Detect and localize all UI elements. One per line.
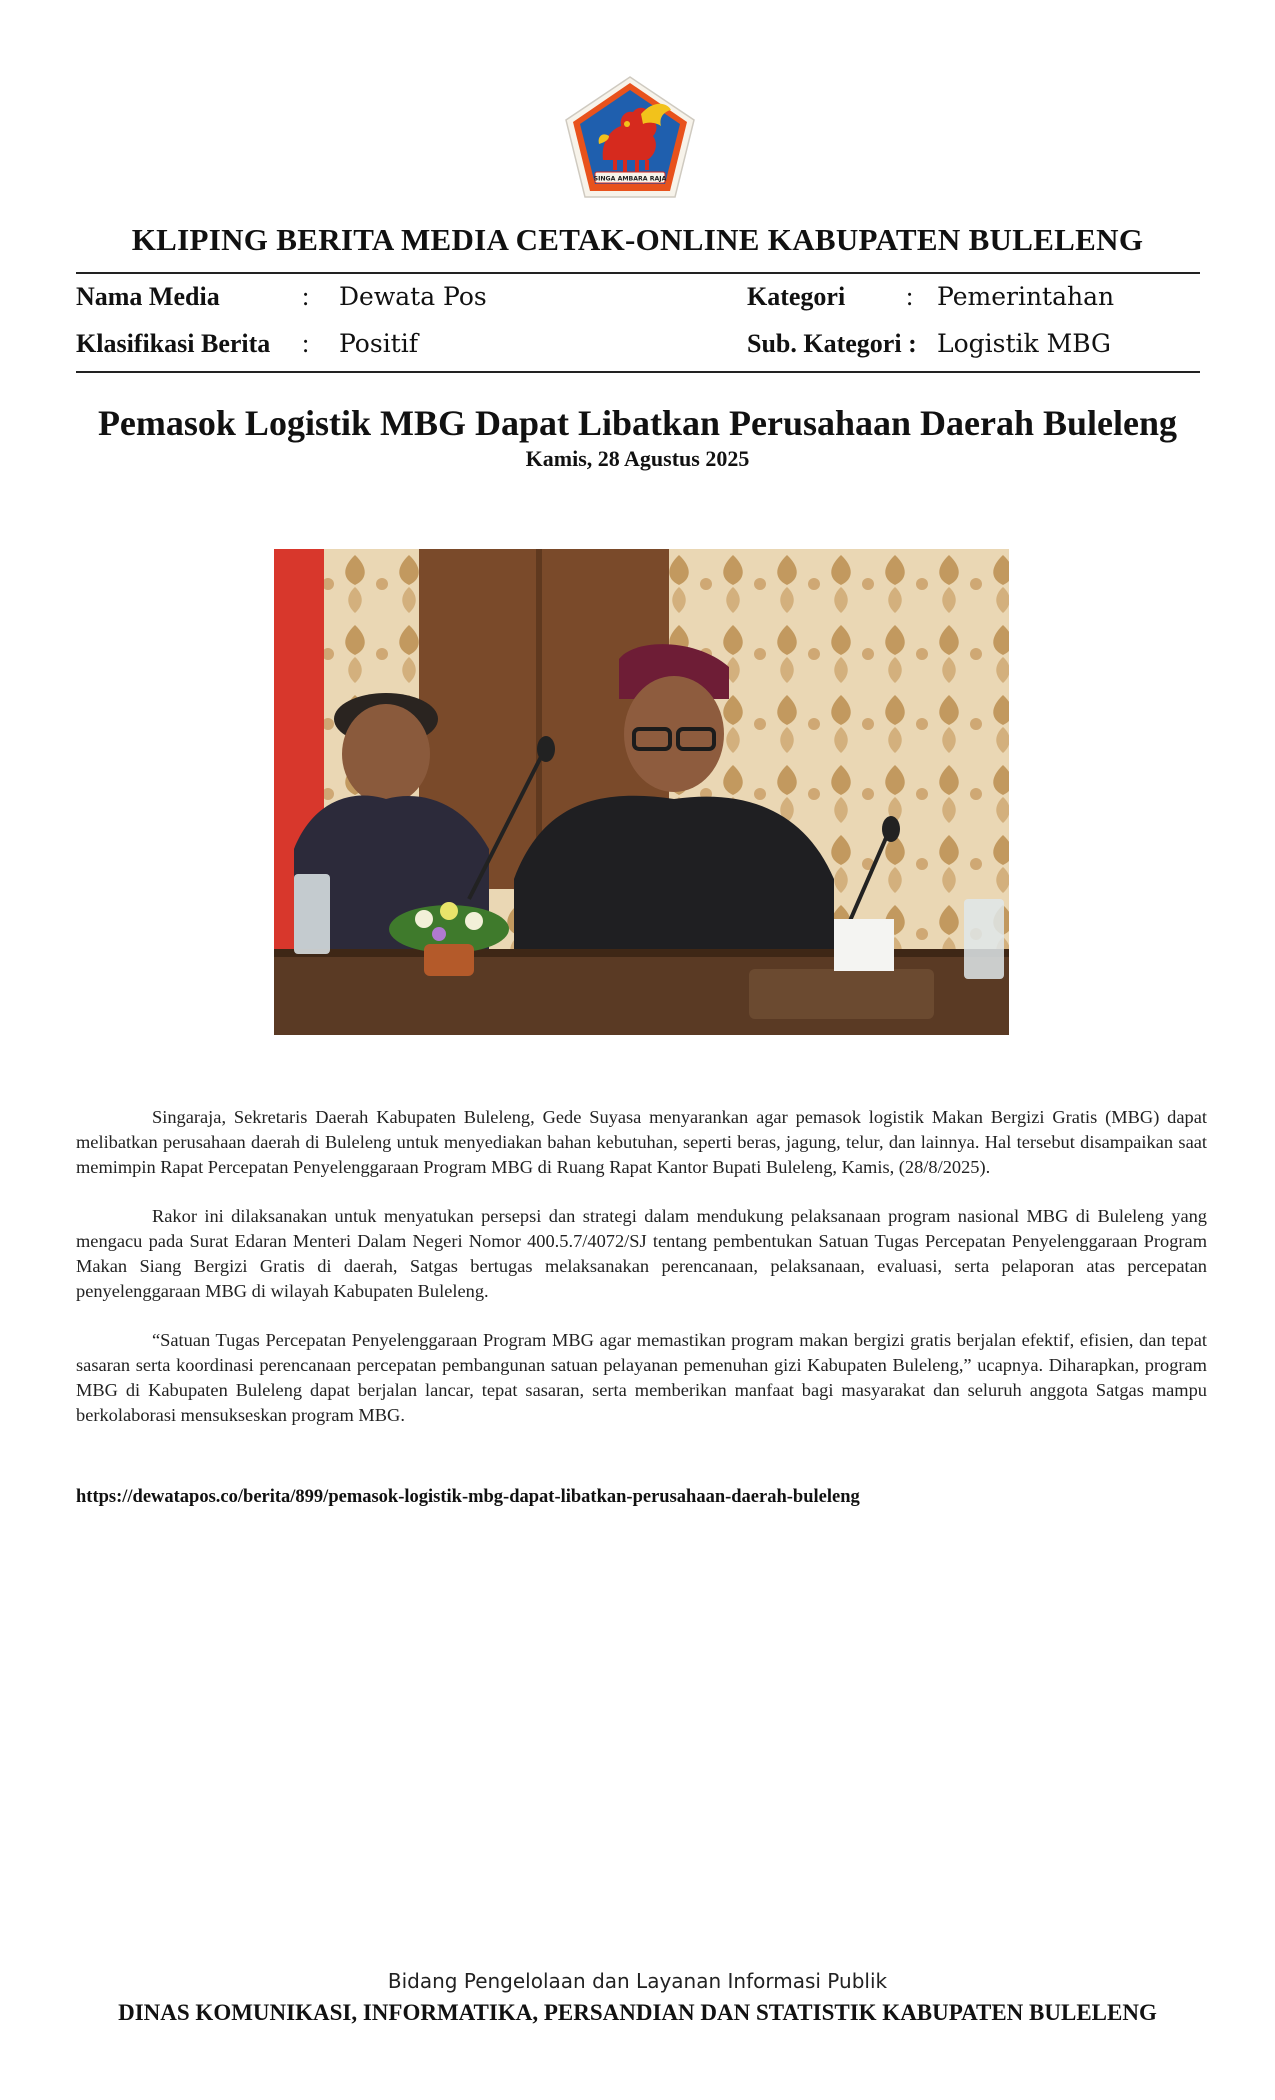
- article-title: Pemasok Logistik MBG Dapat Libatkan Perusahaan Daerah Buleleng: [97, 403, 1178, 443]
- klasifikasi-colon: :: [302, 329, 310, 358]
- media-value: Dewata Pos: [339, 282, 487, 311]
- media-label: Nama Media: [76, 282, 220, 311]
- article-body: [76, 1105, 1207, 1452]
- footer-division-name: Bidang Pengelolaan dan Layanan Informasi Publik: [387, 1969, 888, 1993]
- kategori-colon: :: [906, 282, 914, 311]
- singa-ambara-raja-emblem-icon: [563, 74, 697, 200]
- header-divider-top: [76, 272, 1200, 274]
- article-paragraph: “Satuan Tugas Percepatan Penyelenggaraan Program MBG agar memastikan program makan bergizi gratis berjalan efektif, efisien, dan tepat sasaran serta koordinasi perencanaan percepatan pembangunan satuan pelayanan pemenuhan gizi Kabupaten Buleleng,” ucapnya. Diharapkan, program MBG di Kabupaten Buleleng dapat berjalan lancar, tepat sasaran, serta memberikan manfaat bagi masyarakat dan seluruh anggota Satgas mampu berkolaborasi mensukseskan program MBG.: [76, 1330, 1207, 1425]
- svg-text:SINGA AMBARA RAJA: SINGA AMBARA RAJA: [593, 175, 667, 183]
- news-photo: [274, 549, 1009, 1035]
- sub-kategori-value: Logistik MBG: [937, 329, 1112, 358]
- source-url-link[interactable]: https://dewatapos.co/berita/899/pemasok-logistik-mbg-dapat-libatkan-perusahaan-daerah-buleleng: [76, 1487, 860, 1507]
- klasifikasi-label: Klasifikasi Berita: [76, 329, 271, 358]
- article-paragraph: Singaraja, Sekretaris Daerah Kabupaten Buleleng, Gede Suyasa menyarankan agar pemasok logistik Makan Bergizi Gratis (MBG) dapat melibatkan perusahaan daerah di Buleleng untuk menyediakan bahan kebutuhan, seperti beras, jagung, telur, dan lainnya. Hal tersebut disampaikan saat memimpin Rapat Percepatan Penyelenggaraan Program MBG di Ruang Rapat Kantor Bupati Buleleng, Kamis, (28/8/2025).: [76, 1107, 1207, 1177]
- header-divider-bottom: [76, 371, 1200, 373]
- klasifikasi-value: Positif: [339, 329, 418, 358]
- kategori-value: Pemerintahan: [937, 282, 1115, 311]
- kategori-label: Kategori: [747, 282, 846, 311]
- media-colon: :: [302, 282, 310, 311]
- article-date: Kamis, 28 Agustus 2025: [525, 446, 750, 471]
- clipping-header-title: KLIPING BERITA MEDIA CETAK-ONLINE KABUPATEN BULELENG: [131, 222, 1144, 257]
- sub-kategori-label: Sub. Kategori :: [747, 329, 917, 358]
- article-paragraph: Rakor ini dilaksanakan untuk menyatukan persepsi dan strategi dalam mendukung pelaksanaan program nasional MBG di Buleleng yang mengacu pada Surat Edaran Menteri Dalam Negeri Nomor 400.5.7/4072/SJ tentang pembentukan Satuan Tugas Percepatan Penyelenggaraan Program Makan Siang Bergizi Gratis di daerah, Satgas bertugas melaksanakan perencanaan, pelaksanaan, evaluasi, serta pelaporan atas percepatan penyelenggaraan MBG di wilayah Kabupaten Buleleng.: [76, 1206, 1207, 1301]
- footer-agency-name: DINAS KOMUNIKASI, INFORMATIKA, PERSANDIAN DAN STATISTIK KABUPATEN BULELENG: [118, 2000, 1157, 2025]
